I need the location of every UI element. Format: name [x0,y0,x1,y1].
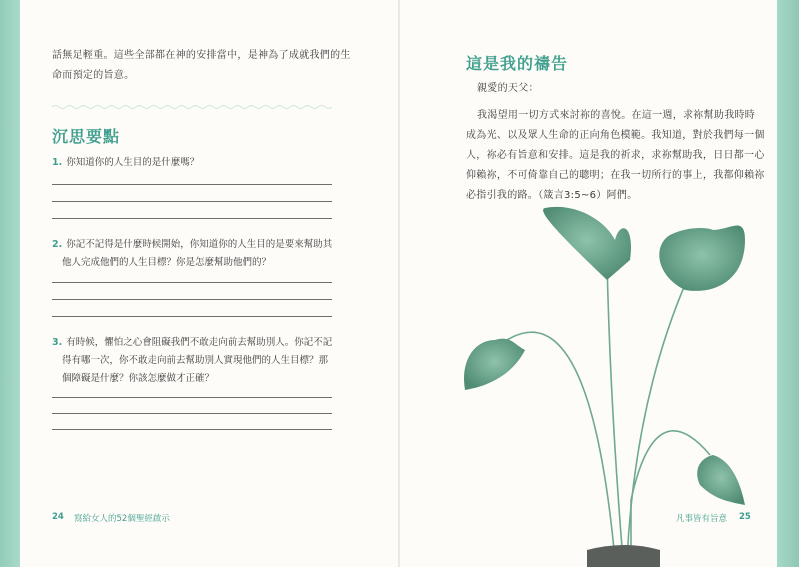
reflection-title: 沉思要點 [52,127,121,146]
question-2-number: 2. [52,239,63,250]
question-1-line-1: 你知道你的人生目的是什麼嗎？ [66,157,200,168]
question-2-line-1: 你記不記得是什麼時候開始，你知道你的人生目的是要來幫助其 [66,239,333,250]
right-page-edge [777,0,799,567]
left-page-number: 24 [52,512,64,522]
right-running-title: 凡事皆有旨意 [676,514,728,524]
prayer-title: 這是我的禱告 [466,54,569,73]
answer-line [52,429,332,430]
answer-line [52,413,332,414]
question-3-line-2: 得有哪一次，你不敢走向前去幫助別人實現他們的人生目標？那 [62,355,329,366]
question-2-line-2: 他人完成他們的人生目標？你是怎麼幫助他們的？ [62,257,272,268]
answer-line [52,316,332,317]
question-2 [52,236,334,272]
prayer-line-2: 成為光、以及眾人生命的正向角色模範。我知道，對於我們每一個 [466,130,765,141]
answer-line [52,218,332,219]
prayer-salutation: 親愛的天父： [477,83,539,94]
prayer-line-1: 我渴望用一切方式來討祢的喜悅。在這一週，求祢幫助我時時 [477,110,756,121]
answer-line [52,397,332,398]
prayer-line-3: 人，祢必有旨意和安排。這是我的祈求，求祢幫助我，日日都一心 [466,150,765,161]
book-gutter [398,0,400,567]
answer-line [52,184,332,185]
question-3-line-1: 有時候，懼怕之心會阻礙我們不敢走向前去幫助別人。你記不記 [66,337,333,348]
left-page-edge [0,0,20,567]
left-running-title: 寫給女人的52個聖經啟示 [74,514,170,524]
answer-line [52,282,332,283]
prayer-line-5: 必指引我的路。（箴言3:5~6）阿們。 [466,190,638,201]
intro-line-2: 命而預定的旨意。 [52,70,135,81]
question-3 [52,334,334,388]
question-3-line-3: 個障礙是什麼？你該怎麼做才正確？ [62,373,215,384]
question-1-number: 1. [52,157,63,168]
question-1 [52,154,334,172]
answer-line [52,201,332,202]
answer-line [52,299,332,300]
question-3-number: 3. [52,337,63,348]
right-page-number: 25 [739,512,751,522]
prayer-line-4: 仰賴祢，不可倚靠自己的聰明；在我一切所行的事上，我都仰賴祢 [466,170,765,181]
intro-line-1: 話無足輕重。這些全部都在神的安排當中，是神為了成就我們的生 [52,50,351,61]
wavy-divider [52,104,334,110]
